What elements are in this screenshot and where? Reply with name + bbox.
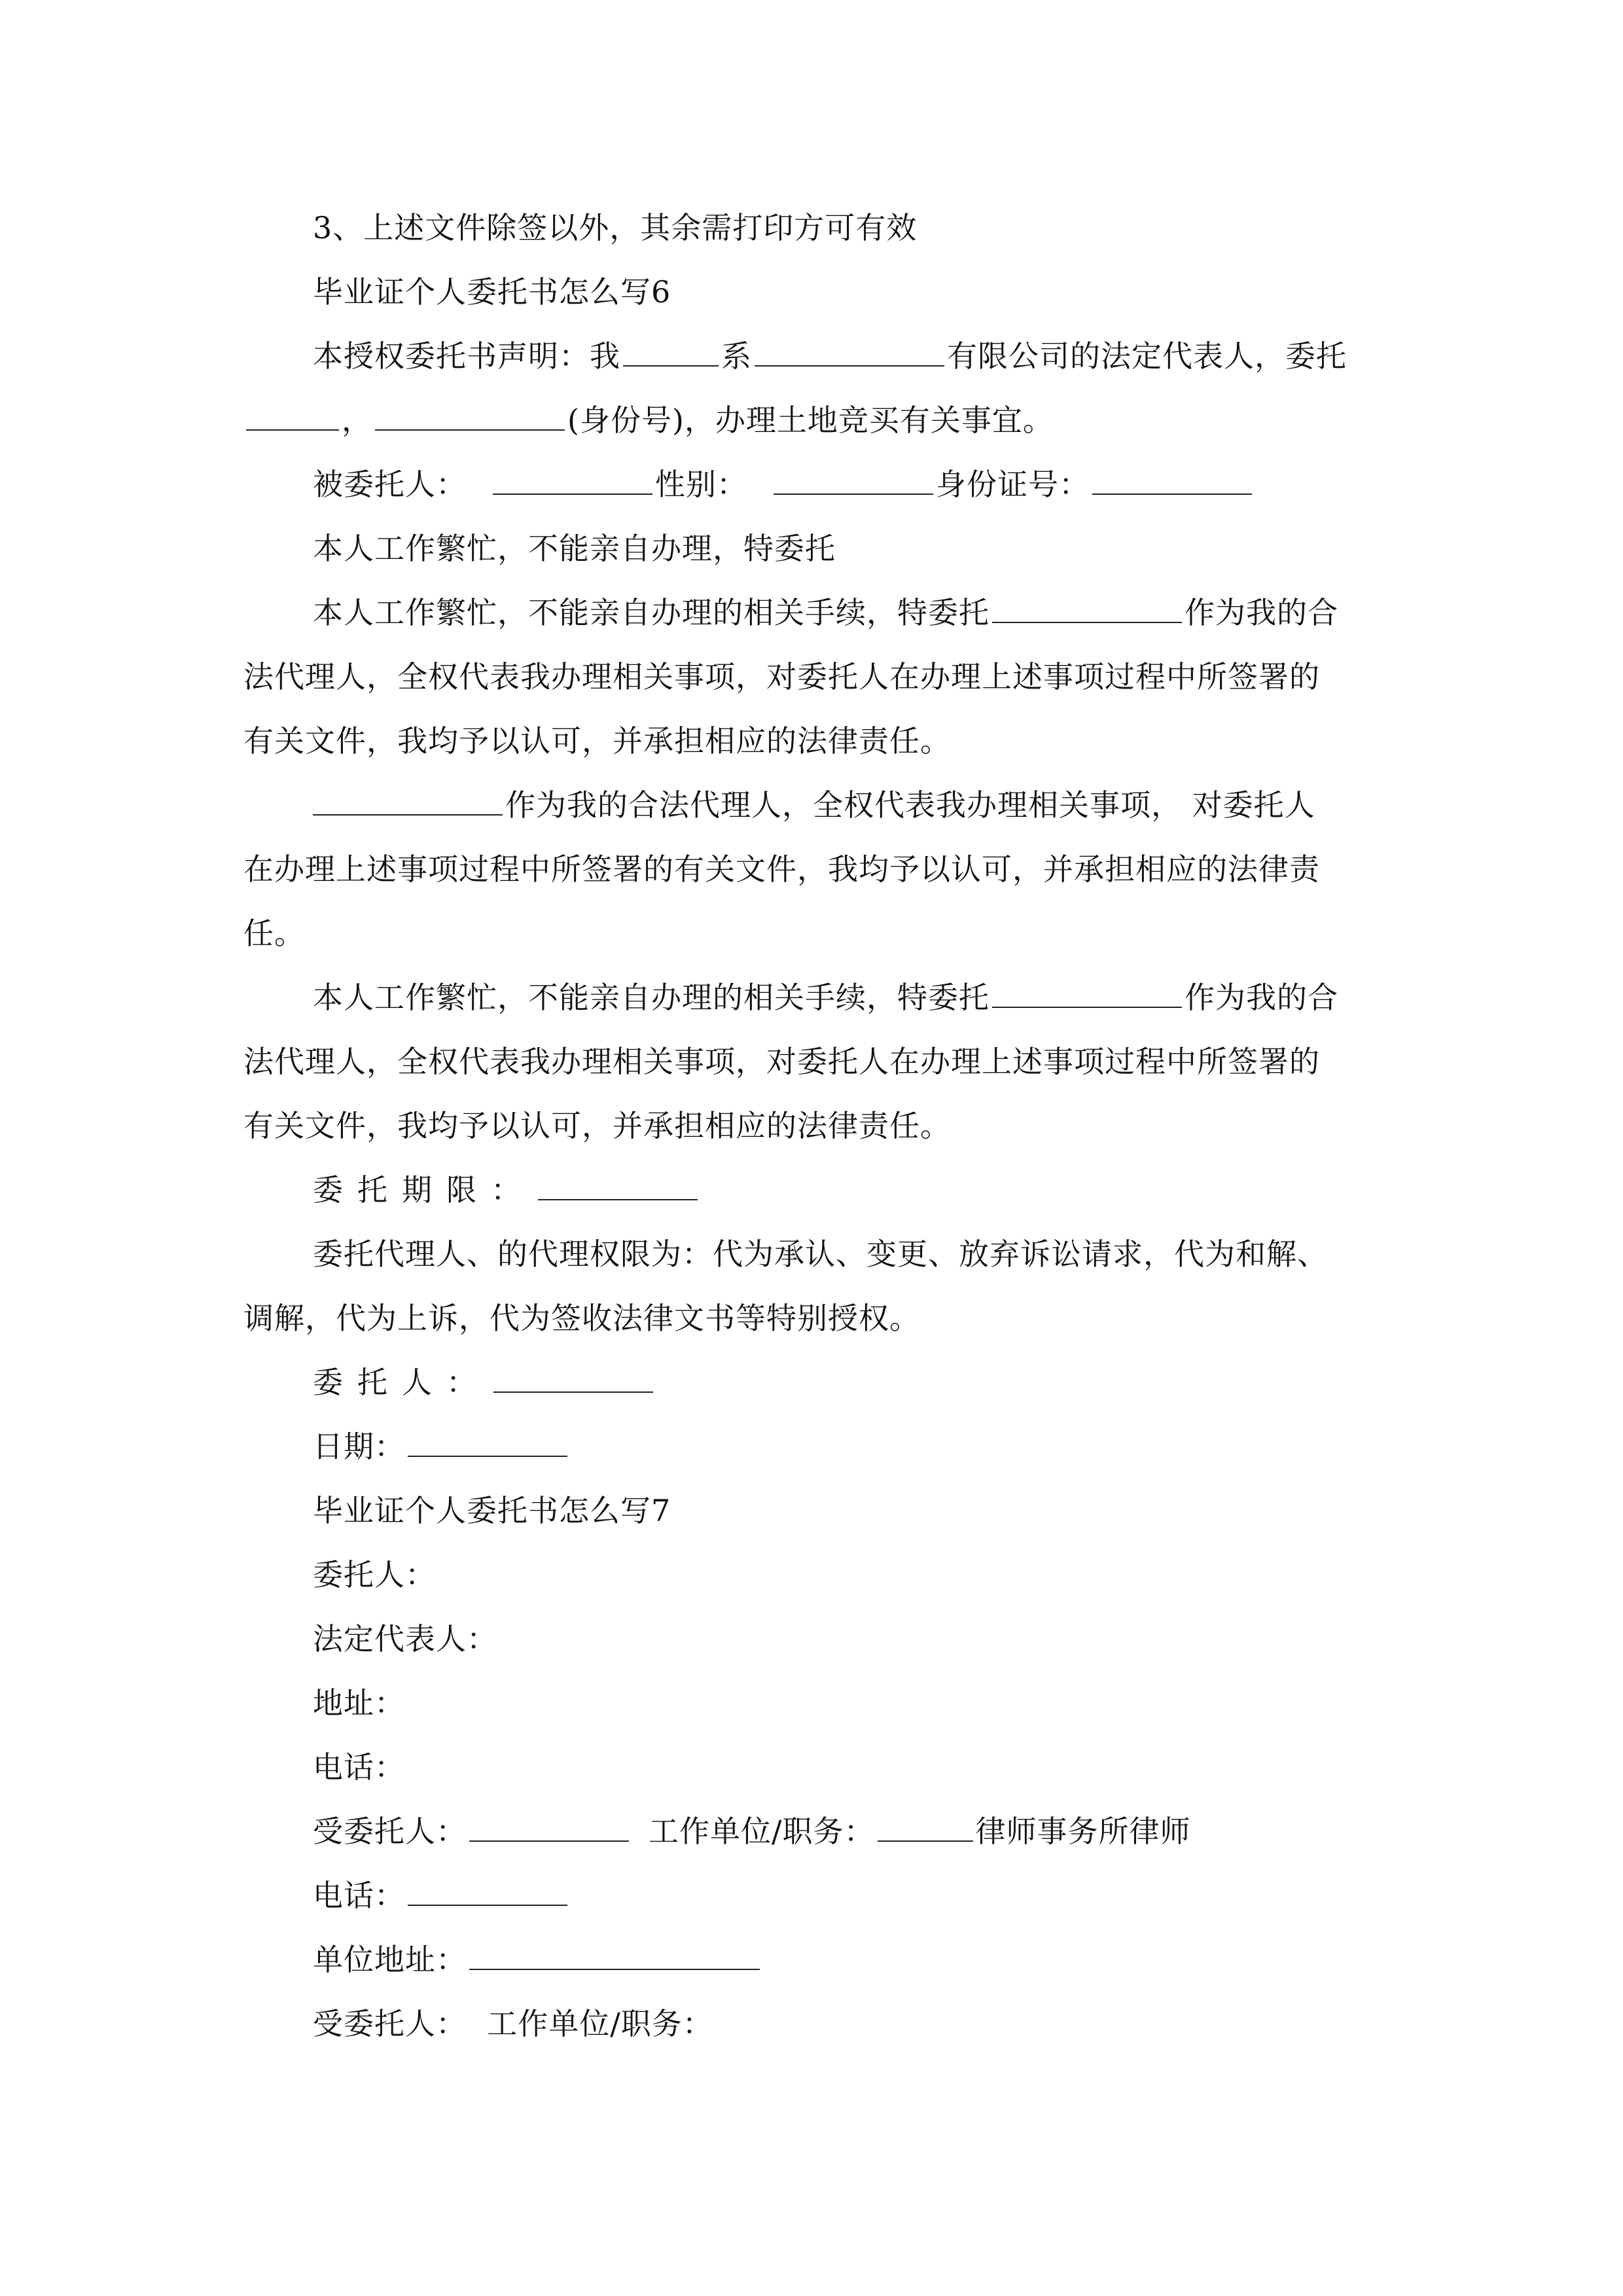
paragraph-line xyxy=(243,850,1320,889)
form-line xyxy=(313,1555,436,1594)
text: 被委托人： xyxy=(313,467,467,502)
text: 受委托人： 工作单位/职务： xyxy=(313,2006,713,2041)
blank-company[interactable] xyxy=(755,339,944,367)
text: 电话： xyxy=(313,1749,405,1785)
text: 委托期限： xyxy=(313,1172,535,1208)
text: 本人工作繁忙，不能亲自办理的相关手续，特委托 xyxy=(313,595,990,630)
text: 单位地址： xyxy=(313,1942,467,1977)
paragraph-line xyxy=(243,1042,1320,1081)
section-heading-7 xyxy=(313,1491,671,1530)
text: 本授权委托书声明：我 xyxy=(313,338,620,374)
declaration-line-1 xyxy=(313,336,1347,376)
paragraph-line xyxy=(243,721,951,761)
blank-id-number[interactable] xyxy=(1092,467,1252,495)
blank-trustee[interactable] xyxy=(469,1814,629,1842)
principal-line xyxy=(313,1363,656,1402)
blank-agent[interactable] xyxy=(992,596,1182,623)
paragraph-line xyxy=(243,1106,951,1145)
date-line xyxy=(313,1427,570,1466)
text: 系 xyxy=(721,338,752,374)
trustee-info-line xyxy=(313,465,1255,504)
text: 调解，代为上诉，代为签收法律文书等特别授权。 xyxy=(243,1300,920,1336)
form-line xyxy=(313,1748,405,1787)
form-line xyxy=(313,1683,405,1723)
form-line xyxy=(313,1876,570,1915)
text: 工作单位/职务： xyxy=(649,1814,875,1849)
blank-trustee[interactable] xyxy=(493,467,652,495)
paragraph-line xyxy=(313,1234,1328,1274)
text: 法代理人，全权代表我办理相关事项，对委托人在办理上述事项过程中所签署的 xyxy=(243,1044,1320,1079)
blank-phone[interactable] xyxy=(408,1878,567,1906)
text: 本人工作繁忙，不能亲自办理，特委托 xyxy=(313,531,836,566)
text: 有关文件，我均予以认可，并承担相应的法律责任。 xyxy=(243,723,951,759)
text: 性别： xyxy=(655,467,747,502)
text: 作为我的合 xyxy=(1185,980,1338,1015)
form-line xyxy=(313,1940,762,1979)
text: 受委托人： xyxy=(313,1814,467,1849)
blank-gender[interactable] xyxy=(774,467,933,495)
paragraph-line xyxy=(243,1299,920,1338)
form-line xyxy=(313,2004,713,2043)
text: 律师事务所律师 xyxy=(975,1814,1191,1849)
text: 委托人： xyxy=(313,1365,491,1400)
text: 3、上述文件除签以外，其余需打印方可有效 xyxy=(313,210,918,245)
text: 毕业证个人委托书怎么写7 xyxy=(313,1493,671,1528)
blank-principal[interactable] xyxy=(493,1365,653,1393)
blank-term[interactable] xyxy=(538,1173,698,1200)
blank-date[interactable] xyxy=(408,1429,567,1457)
text: 法代理人，全权代表我办理相关事项，对委托人在办理上述事项过程中所签署的 xyxy=(243,659,1320,694)
text: 身份证号： xyxy=(936,467,1090,502)
text: 电话： xyxy=(313,1878,405,1913)
text: 本人工作繁忙，不能亲自办理的相关手续，特委托 xyxy=(313,980,990,1015)
note-line xyxy=(313,208,917,247)
form-line xyxy=(313,1619,497,1659)
text: 委托人： xyxy=(313,1557,436,1592)
paragraph-line xyxy=(243,914,305,953)
term-line xyxy=(313,1170,700,1210)
blank-id[interactable] xyxy=(375,403,565,431)
text: 委托代理人、的代理权限为：代为承认、变更、放弃诉讼请求，代为和解、 xyxy=(313,1236,1328,1272)
text: ， xyxy=(342,403,372,438)
text: (身份号)，办理土地竞买有关事宜。 xyxy=(567,403,1054,438)
declaration-line-2 xyxy=(243,401,1054,440)
blank-name[interactable] xyxy=(623,339,719,367)
form-line xyxy=(313,1812,1191,1851)
text: 在办理上述事项过程中所签署的有关文件，我均予以认可，并承担相应的法律责 xyxy=(243,852,1320,887)
blank-firm[interactable] xyxy=(878,1814,973,1842)
text: 作为我的合法代理人，全权代表我办理相关事项， 对委托人 xyxy=(505,787,1315,823)
blank-agent[interactable] xyxy=(992,980,1182,1008)
paragraph-line xyxy=(313,593,1338,632)
text: 作为我的合 xyxy=(1185,595,1338,630)
blank-agent[interactable] xyxy=(313,788,503,816)
text: 法定代表人： xyxy=(313,1621,497,1657)
text: 有关文件，我均予以认可，并承担相应的法律责任。 xyxy=(243,1108,951,1143)
text: 地址： xyxy=(313,1685,405,1721)
section-heading-6 xyxy=(313,272,671,312)
blank-address[interactable] xyxy=(469,1943,760,1970)
text: 任。 xyxy=(243,916,305,951)
blank-delegate[interactable] xyxy=(246,403,339,431)
paragraph-line xyxy=(313,978,1338,1017)
text: 有限公司的法定代表人，委托 xyxy=(947,338,1347,374)
text: 毕业证个人委托书怎么写6 xyxy=(313,274,671,310)
paragraph-line xyxy=(243,657,1320,696)
text: 日期： xyxy=(313,1429,405,1464)
paragraph-line xyxy=(313,785,1315,825)
paragraph-line xyxy=(313,529,836,568)
